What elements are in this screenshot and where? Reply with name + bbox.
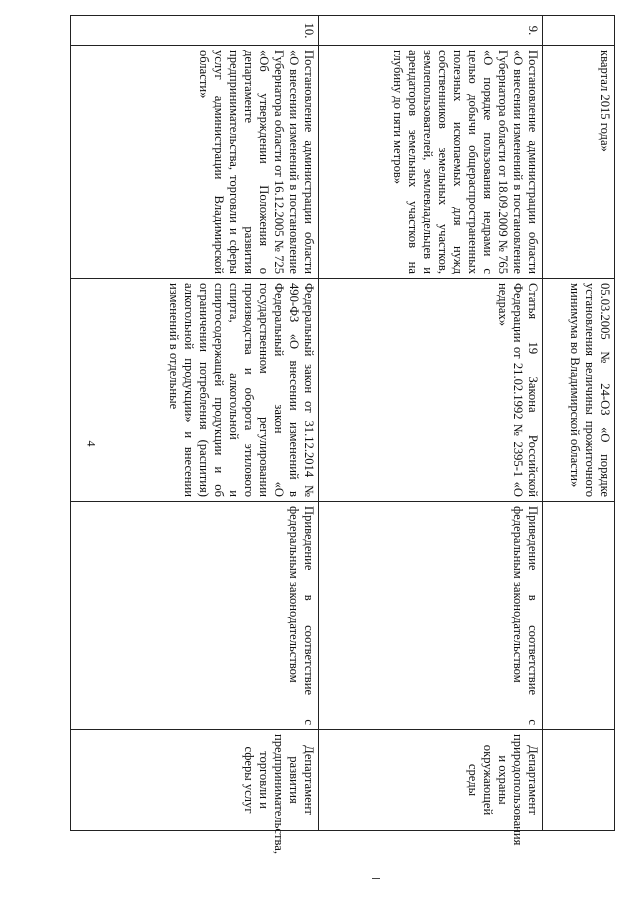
table-row [543, 16, 615, 831]
table-row [71, 16, 319, 831]
table-row [319, 16, 543, 831]
reason-cell [543, 502, 615, 730]
row-number: 10. [71, 16, 319, 46]
document-cell: Постановление администрации области «О внесении изменений в постановление Губернатора области от 18.09.2009 № 765 «О порядке пользования недрами с целью добычи общераспространенных полезных ископаемых для нужд собственников земельных участков, землепользователей, землевладельцев и арендаторов земельных участков на глубину до пяти метров» [319, 46, 543, 279]
row-number [543, 16, 615, 46]
regulations-table [70, 15, 615, 855]
department-cell: Департамент природопользования и охраны окружающей среды [319, 730, 543, 831]
document-cell: Постановление администрации области «О внесении изменений в постановление Губернатора области от 16.12.2005 № 725 «Об утверждении Положения о департаменте развития предпринимательства, торговли и сферы услуг администрации Владимирской области» [71, 46, 319, 279]
basis-cell: Федеральный закон от 31.12.2014 № 490-ФЗ «О внесении изменений в Федеральный закон «О государственном регулировании производства и оборота этилового спирта, алкогольной и спиртосодержащей продукции и об ограничении потребления (распития) алкогольной продукции» и внесении изменений в отдельные [71, 279, 319, 502]
page-number: 4 [84, 440, 99, 447]
reason-cell: Приведение в соответствие с федеральным законодательством [71, 502, 319, 730]
basis-cell: Статья 19 Закона Российской Федерации от 21.02.1992 № 2395-1 «О недрах» [319, 279, 543, 502]
reason-cell: Приведение в соответствие с федеральным законодательством [319, 502, 543, 730]
scan-mark [372, 878, 380, 879]
row-number: 9. [319, 16, 543, 46]
department-cell [543, 730, 615, 831]
document-cell: квартал 2015 года» [543, 46, 615, 279]
department-cell: Департамент развития предпринимательства, торговли и сферы услуг [71, 730, 319, 831]
basis-cell: 05.03.2005 № 24-ОЗ «О порядке установления величины прожиточного минимума во Владимирской области» [543, 279, 615, 502]
rotated-page-content [70, 15, 615, 855]
